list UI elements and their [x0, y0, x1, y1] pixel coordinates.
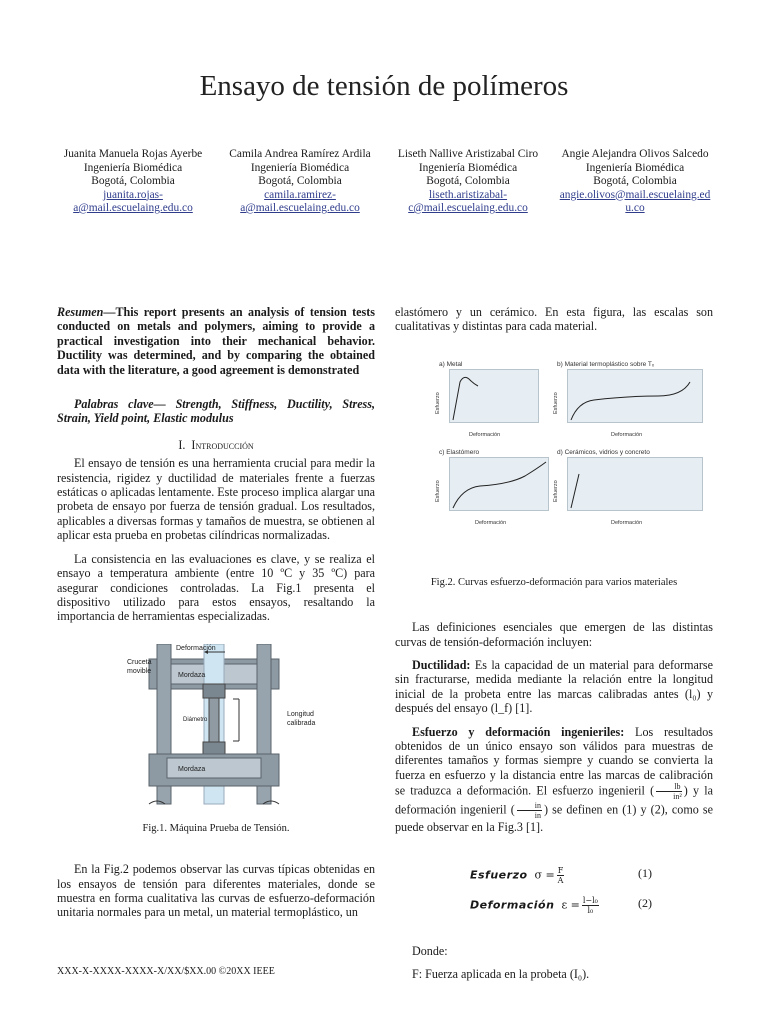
equation-2: [395, 896, 713, 918]
fraction-in-in: [517, 801, 542, 820]
author-name: Juanita Manuela Rojas Ayerbe: [63, 148, 203, 160]
author-block: [382, 148, 554, 216]
email-part: c@mail.escuelaing.edu.co: [408, 202, 528, 214]
section-heading: [57, 438, 375, 452]
esfuerzo-text-c: ) se definen en (1) y (2), como se puede observar en la Fig.3 [1].: [395, 802, 714, 835]
panel-metal: [435, 358, 545, 438]
esfuerzo-label: Esfuerzo y deformación ingenieriles:: [412, 724, 625, 739]
abstract-label: Resumen: [57, 305, 104, 319]
author-name: Liseth Nallive Aristizabal Ciro: [397, 148, 539, 160]
equation-word: Deformación: [470, 898, 555, 912]
frac-bottom: A: [557, 875, 564, 885]
panel-xlabel: Deformación: [469, 431, 501, 438]
fuerza-definition: F: Fuerza aplicada en la probeta (I₀).: [412, 967, 590, 982]
author-block: [549, 148, 721, 216]
author-city: Bogotá, Colombia: [91, 175, 175, 187]
tension-machine-diagram: [57, 644, 375, 814]
esfuerzo-text-b: ) y la deformación ingenieril (: [395, 783, 713, 817]
ductilidad-label: Ductilidad:: [412, 658, 471, 673]
author-email-link[interactable]: [214, 189, 386, 216]
esfuerzo-text-a: Los resultados obtenidos de un único ensayo son válidos para muestras de diferentes tamaños y formas siempre y cuando se convierta la fuerza en esfuerzo y la distancia entre las marcas de calibración se traduzca a deformación. El esfuerzo ingenieril (: [395, 724, 713, 798]
email-part: camila.ramirez-: [264, 188, 336, 201]
author-dept: Ingeniería Biomédica: [585, 161, 685, 174]
section-number: I.: [178, 437, 186, 452]
keywords-text: — Strength, Stiffness, Ductility, Stress, Strain, Yield point, Elastic modulus: [57, 397, 375, 426]
paper-title: Ensayo de tensión de polímeros: [199, 70, 569, 102]
panel-xlabel: Deformación: [611, 519, 643, 526]
intro-paragraph-1: El ensayo de tensión es una herramienta crucial para medir la resistencia, rigidez y ductilidad de materiales frente a fuerzas estáticas o aplicadas lentamente. Este proceso implica alargar una probeta de ensayo por fuerza de tensión gradual. Los resultados, aplicables a diversas formas y tamaños de muestra, se obtienen al aplicar esta prueba en probetas cilíndricas normalizadas.: [57, 456, 375, 543]
email-part: u.co: [625, 202, 645, 214]
panel-label: a) Metal: [439, 360, 463, 368]
esfuerzo-paragraph: [395, 725, 713, 835]
panel-ylabel: Esfuerzo: [553, 392, 559, 414]
definitions-intro: Las definiciones esenciales que emergen de las distintas curvas de tensión-deformación incluyen:: [395, 620, 713, 649]
intro-paragraph-2: La consistencia en las evaluaciones es clave, y se realiza el ensayo a temperatura ambiente (entre 10 ºC y 35 ºC) para asegurar condiciones controladas. La Fig.1 presenta el dispositivo utilizado para estos ensayos, resaltando la importancia de herramientas especializadas.: [57, 551, 375, 624]
email-part: angie.olivos@mail.escuelaing.ed: [559, 188, 711, 201]
ductilidad-paragraph: [395, 658, 713, 716]
equation-expression: [470, 896, 601, 915]
frac-bottom: in²: [673, 792, 682, 802]
author-city: Bogotá, Colombia: [426, 175, 510, 187]
panel-label: d) Cerámicos, vidrios y concreto: [557, 448, 650, 456]
figure-1-caption: Fig.1. Máquina Prueba de Tensión.: [142, 822, 290, 834]
frac-top: in: [517, 801, 542, 811]
author-email-link[interactable]: [47, 189, 219, 216]
abstract: [57, 305, 375, 377]
equation-number: (2): [638, 895, 652, 910]
specimen-top: [203, 684, 225, 698]
label-cruceta-2: movible: [127, 667, 152, 675]
fraction-lb-in2: [656, 782, 682, 801]
section-title: Introducción: [191, 437, 254, 452]
panel-xlabel: Deformación: [475, 519, 507, 526]
panel-ceramic: [553, 446, 713, 526]
equation-lhs: σ =: [534, 868, 555, 882]
author-name: Camila Andrea Ramírez Ardila: [229, 148, 371, 160]
equation-expression: [470, 866, 566, 885]
email-part: juanita.rojas-: [103, 188, 163, 201]
equation-word: Esfuerzo: [470, 868, 528, 882]
equation-fraction: [557, 866, 565, 885]
author-city: Bogotá, Colombia: [593, 175, 677, 187]
frac-top: F: [557, 865, 564, 875]
frac-bottom: in: [534, 811, 541, 821]
label-longitud-1: Longitud: [287, 710, 314, 718]
intro-paragraph-3: En la Fig.2 podemos observar las curvas típicas obtenidas en los ensayos de tensión para diferentes materiales, donde se muestra en forma cualitativa las curvas de esfuerzo-deformación unitaria normales para un metal, un material termoplástico, un: [57, 862, 375, 920]
email-part: liseth.aristizabal-: [428, 188, 508, 201]
panel-xlabel: Deformación: [611, 431, 643, 438]
author-city: Bogotá, Colombia: [258, 175, 342, 187]
equation-lhs: ε =: [561, 898, 580, 912]
equation-fraction: [582, 896, 599, 915]
paragraph-continued: elastómero y un cerámico. En esta figura, las escalas son cualitativas y distintas para cada material.: [395, 305, 713, 334]
page-footer: XXX-X-XXXX-XXXX-X/XX/$XX.00 ©20XX IEEE: [57, 966, 275, 977]
left-column: [57, 305, 375, 929]
author-email-link[interactable]: [382, 189, 554, 216]
thermoplastic-curve: [567, 369, 703, 423]
frac-bottom: l₀: [587, 905, 594, 915]
email-part: a@mail.escuelaing.edu.co: [73, 202, 193, 214]
author-dept: Ingeniería Biomédica: [250, 161, 350, 174]
panel-thermoplastic: [553, 358, 713, 438]
label-mordaza-top: Mordaza: [178, 671, 206, 679]
right-column: [395, 305, 713, 991]
panel-label: c) Elastómero: [439, 448, 480, 456]
label-deformacion: Deformación: [176, 644, 216, 652]
keywords-label: Palabras clave: [74, 397, 154, 412]
equation-1: [395, 866, 713, 888]
figure-2-caption: Fig.2. Curvas esfuerzo-deformación para varios materiales: [430, 576, 678, 588]
abstract-text: —This report presents an analysis of tension tests conducted on metals and polymers, aiming to provide a practical investigation into their mechanical behavior. Ductility was determined, and by comparing the obtained data with the literature, a good agreement is demonstrated: [57, 305, 375, 377]
elastomer-curve: [449, 457, 549, 511]
panel-elastomer: [435, 446, 545, 526]
equation-number: (1): [638, 865, 652, 880]
author-block: [47, 148, 219, 216]
donde-label: Donde:: [412, 943, 448, 958]
label-diametro: Diámetro: [183, 716, 208, 723]
ceramic-curve: [567, 457, 703, 511]
panel-label: b) Material termoplástico sobre Tₓ: [557, 360, 655, 368]
ductilidad-text: Es la capacidad de un material para deformarse sin fracturarse, medida mediante la relación entre la longitud inicial de la probeta entre las marcas calibradas antes (l₀) y después del ensayo (l_f) [1].: [395, 658, 713, 716]
keywords: [57, 397, 375, 426]
email-part: a@mail.escuelaing.edu.co: [240, 202, 360, 214]
metal-curve: [449, 369, 539, 423]
label-mordaza-bottom: Mordaza: [178, 765, 206, 773]
panel-ylabel: Esfuerzo: [435, 480, 441, 502]
figure-2: [395, 358, 713, 548]
author-email-link[interactable]: [549, 189, 721, 216]
label-cruceta-1: Cruceta: [127, 658, 152, 666]
label-longitud-2: calibrada: [287, 719, 316, 727]
panel-ylabel: Esfuerzo: [435, 392, 441, 414]
author-dept: Ingeniería Biomédica: [418, 161, 518, 174]
author-dept: Ingeniería Biomédica: [83, 161, 183, 174]
figure-1: [57, 644, 375, 836]
author-block: [214, 148, 386, 216]
frac-top: lb: [656, 782, 682, 792]
panel-ylabel: Esfuerzo: [553, 480, 559, 502]
author-name: Angie Alejandra Olivos Salcedo: [561, 148, 709, 160]
frac-top: l−l₀: [582, 895, 598, 905]
specimen-neck: [209, 698, 219, 742]
